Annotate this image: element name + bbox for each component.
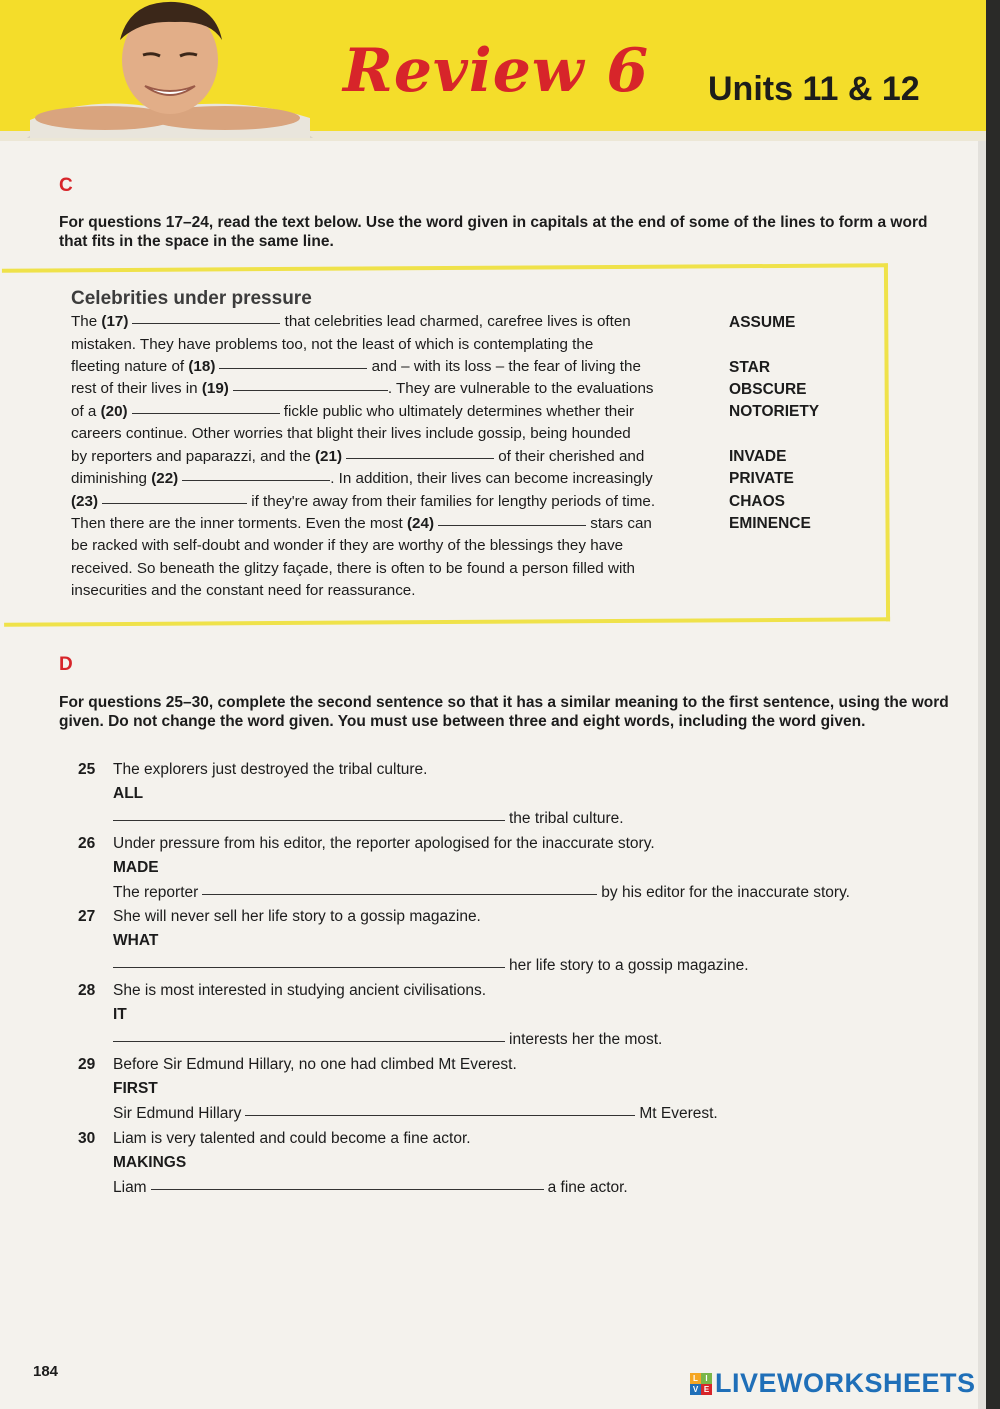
question-number: 29 bbox=[78, 1056, 96, 1073]
brand-name: LIVEWORKSHEETS bbox=[715, 1368, 976, 1398]
passage-line-text: fleeting nature of bbox=[71, 358, 189, 375]
passage-line bbox=[71, 313, 631, 330]
passage-line bbox=[71, 403, 634, 420]
key-word: IT bbox=[113, 1006, 127, 1023]
answer-suffix: the tribal culture. bbox=[509, 810, 624, 827]
answer-prefix: The reporter bbox=[113, 884, 199, 901]
passage-line-text: received. So beneath the glitzy façade, there is often to be found a person filled with bbox=[71, 560, 635, 577]
answer-blank[interactable] bbox=[151, 1188, 544, 1190]
passage-line-text: of a bbox=[71, 403, 101, 420]
passage-line bbox=[71, 380, 654, 397]
passage-line-text: fickle public who ultimately determines whether their bbox=[279, 403, 635, 420]
passage-line bbox=[71, 582, 415, 599]
answer-blank[interactable] bbox=[202, 893, 597, 895]
question-number: 30 bbox=[78, 1130, 96, 1147]
liveworksheets-logo-icon: L I V E bbox=[690, 1373, 712, 1395]
answer-row bbox=[113, 810, 624, 828]
book-spine-edge bbox=[986, 0, 1000, 1409]
keyword: OBSCURE bbox=[729, 381, 807, 398]
answer-blank[interactable] bbox=[132, 412, 280, 414]
answer-blank[interactable] bbox=[219, 367, 367, 369]
answer-blank[interactable] bbox=[346, 457, 494, 459]
passage-line bbox=[71, 448, 644, 465]
key-word: MADE bbox=[113, 859, 159, 876]
passage-line-text: careers continue. Other worries that blight their lives include gossip, being hounded bbox=[71, 425, 631, 442]
liveworksheets-brand[interactable] bbox=[690, 1368, 976, 1399]
passage-line-text: if they're away from their families for lengthy periods of time. bbox=[247, 493, 656, 510]
passage-line-text: . They are vulnerable to the evaluations bbox=[387, 380, 654, 397]
keyword: INVADE bbox=[729, 448, 787, 465]
answer-suffix: interests her the most. bbox=[509, 1031, 663, 1048]
passage-line-text: of their cherished and bbox=[494, 448, 645, 465]
passage-line bbox=[71, 515, 652, 532]
question-number: (20) bbox=[100, 403, 128, 420]
passage-title: Celebrities under pressure bbox=[71, 288, 312, 309]
passage-line bbox=[71, 493, 655, 510]
question-number: (19) bbox=[201, 380, 229, 397]
answer-blank[interactable] bbox=[132, 322, 280, 324]
smiling-boy-illustration bbox=[10, 0, 330, 138]
question-sentence: She will never sell her life story to a gossip magazine. bbox=[113, 908, 481, 925]
answer-blank[interactable] bbox=[113, 819, 505, 821]
units-title: Units 11 & 12 bbox=[708, 70, 920, 108]
section-d-instruction: For questions 25–30, complete the second sentence so that it has a similar meaning to the first sentence, using the word given. Do not change the word given. You must use between three and eight words, including the word given. bbox=[59, 694, 949, 730]
question-sentence: Liam is very talented and could become a fine actor. bbox=[113, 1130, 471, 1147]
section-c-instruction: For questions 17–24, read the text below. Use the word given in capitals at the end of some of the lines to form a word that fits in the space in the same line. bbox=[59, 214, 928, 250]
passage-line-text: mistaken. They have problems too, not the least of which is contemplating the bbox=[71, 336, 594, 353]
question-number: 28 bbox=[78, 982, 96, 999]
question-sentence: She is most interested in studying ancient civilisations. bbox=[113, 982, 487, 999]
answer-suffix: a fine actor. bbox=[547, 1179, 628, 1196]
passage-line-text: be racked with self-doubt and wonder if they are worthy of the blessings they have bbox=[71, 537, 624, 554]
answer-blank[interactable] bbox=[102, 502, 247, 504]
passage-line bbox=[71, 336, 593, 353]
answer-blank[interactable] bbox=[113, 966, 505, 968]
page-fold bbox=[978, 0, 986, 1409]
passage-line-text: Then there are the inner torments. Even the most bbox=[71, 515, 407, 532]
passage-line bbox=[71, 358, 641, 375]
review-title: Review 6 bbox=[343, 36, 650, 106]
answer-suffix: by his editor for the inaccurate story. bbox=[601, 884, 850, 901]
question-sentence: Under pressure from his editor, the reporter apologised for the inaccurate story. bbox=[113, 835, 655, 852]
passage-line bbox=[71, 425, 631, 442]
question-number: (23) bbox=[71, 493, 99, 510]
passage-line-text: . In addition, their lives can become increasingly bbox=[330, 470, 653, 487]
key-word: ALL bbox=[113, 785, 144, 802]
question-number: 26 bbox=[78, 835, 96, 852]
answer-blank[interactable] bbox=[245, 1114, 635, 1116]
page-number: 184 bbox=[33, 1363, 59, 1380]
answer-blank[interactable] bbox=[182, 479, 330, 481]
keyword: ASSUME bbox=[729, 314, 796, 331]
passage-line bbox=[71, 560, 635, 577]
question-number: 25 bbox=[78, 761, 96, 778]
passage-line bbox=[71, 537, 623, 554]
passage-line-text: diminishing bbox=[71, 470, 152, 487]
answer-row bbox=[113, 1105, 718, 1123]
question-number: (22) bbox=[151, 470, 179, 487]
answer-prefix: Sir Edmund Hillary bbox=[113, 1105, 242, 1122]
passage-line-text: insecurities and the constant need for reassurance. bbox=[71, 582, 416, 599]
section-c-letter: C bbox=[59, 175, 73, 196]
question-sentence: Before Sir Edmund Hillary, no one had climbed Mt Everest. bbox=[113, 1056, 517, 1073]
answer-suffix: Mt Everest. bbox=[639, 1105, 718, 1122]
answer-row bbox=[113, 957, 749, 975]
key-word: WHAT bbox=[113, 932, 159, 949]
answer-blank[interactable] bbox=[438, 524, 586, 526]
passage-line bbox=[71, 470, 653, 487]
question-number: (17) bbox=[101, 313, 129, 330]
key-word: MAKINGS bbox=[113, 1154, 187, 1171]
passage-line-text: and – with its loss – the fear of living the bbox=[367, 358, 641, 375]
answer-row bbox=[113, 1031, 662, 1049]
question-number: 27 bbox=[78, 908, 96, 925]
keyword: NOTORIETY bbox=[729, 403, 820, 420]
answer-row bbox=[113, 884, 850, 902]
answer-blank[interactable] bbox=[233, 389, 388, 391]
keyword: EMINENCE bbox=[729, 515, 811, 532]
key-word: FIRST bbox=[113, 1080, 158, 1097]
keyword: CHAOS bbox=[729, 493, 785, 510]
answer-blank[interactable] bbox=[113, 1040, 505, 1042]
passage-line-text: stars can bbox=[586, 515, 652, 532]
answer-row bbox=[113, 1179, 628, 1197]
section-d-letter: D bbox=[59, 654, 73, 675]
keyword: STAR bbox=[729, 359, 771, 376]
passage-line-text: by reporters and paparazzi, and the bbox=[71, 448, 315, 465]
passage-line-text: that celebrities lead charmed, carefree lives is often bbox=[280, 313, 631, 330]
question-number: (18) bbox=[188, 358, 216, 375]
passage-line-text: The bbox=[71, 313, 102, 330]
answer-suffix: her life story to a gossip magazine. bbox=[509, 957, 749, 974]
passage-line-text: rest of their lives in bbox=[71, 380, 202, 397]
question-number: (21) bbox=[315, 448, 343, 465]
answer-prefix: Liam bbox=[113, 1179, 147, 1196]
question-sentence: The explorers just destroyed the tribal culture. bbox=[113, 761, 428, 778]
question-number: (24) bbox=[407, 515, 435, 532]
keyword: PRIVATE bbox=[729, 470, 794, 487]
